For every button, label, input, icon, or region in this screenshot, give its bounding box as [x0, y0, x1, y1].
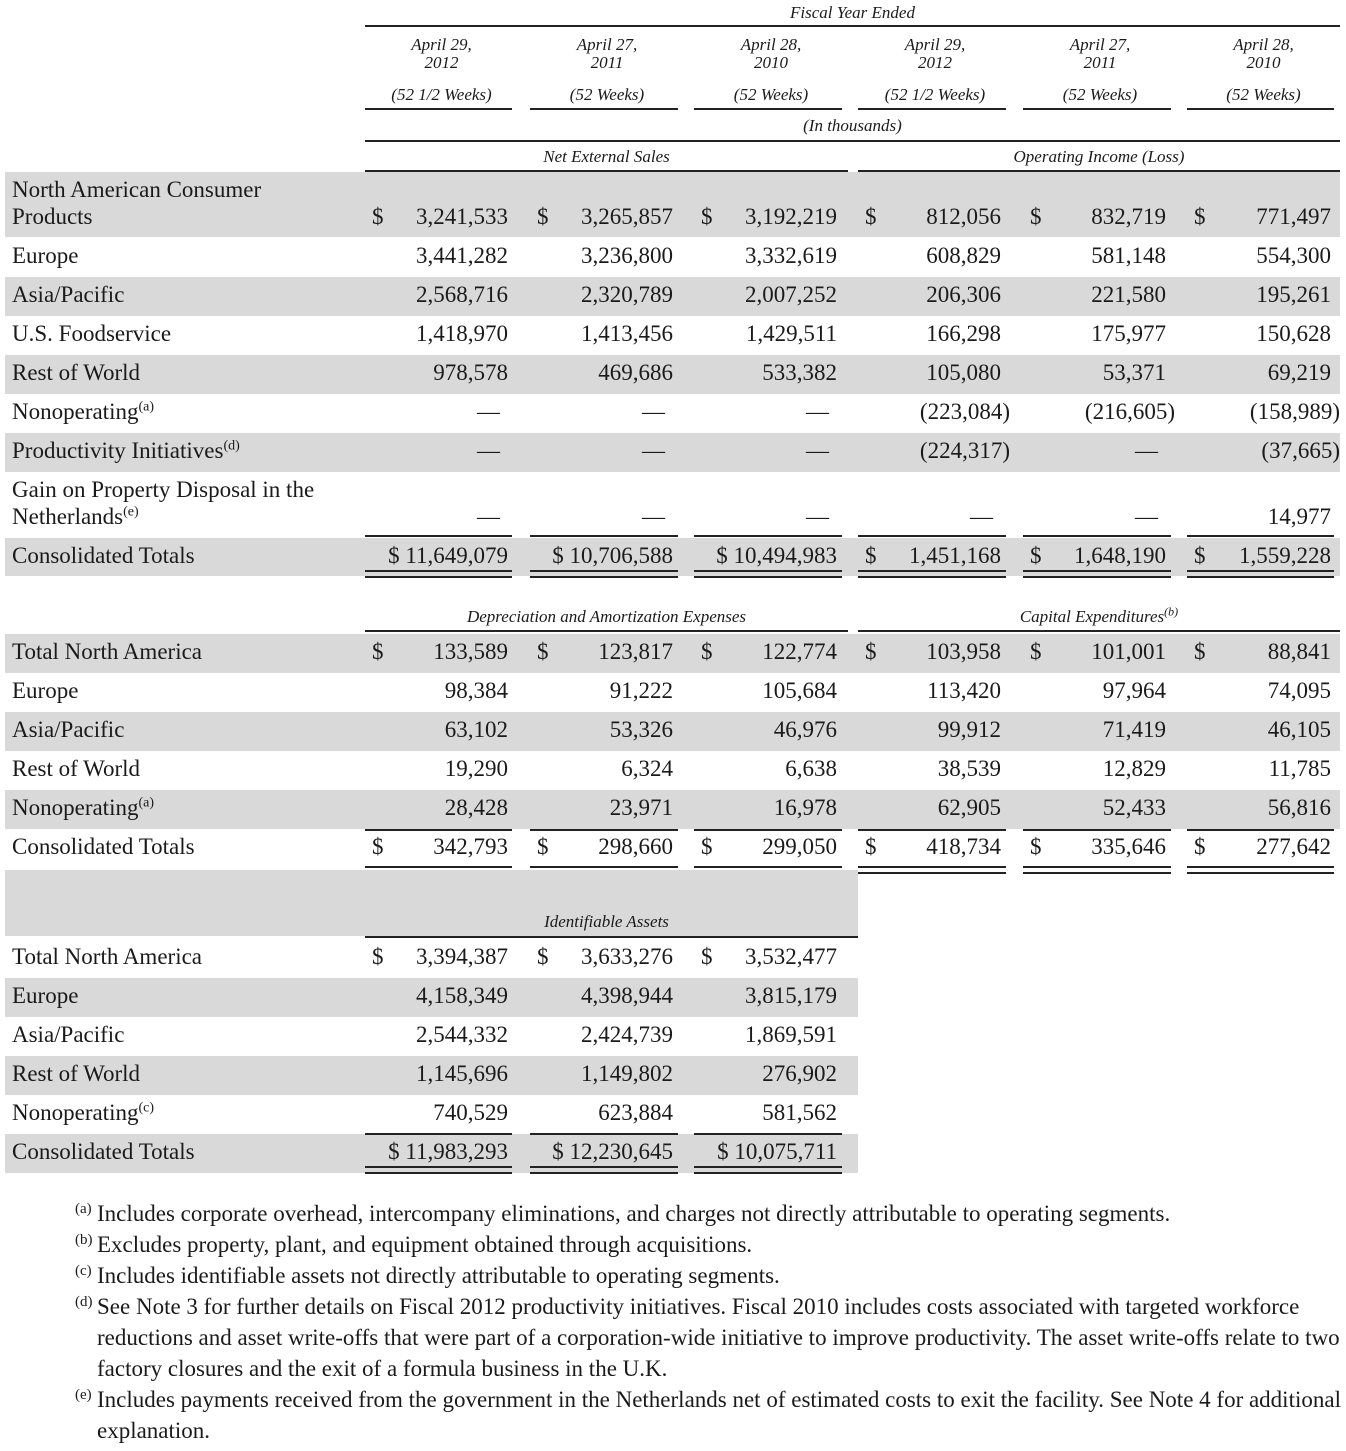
row-label-text: Netherlands: [12, 504, 124, 529]
footnote: [75, 1229, 1343, 1260]
table-cell: 2,320,789: [581, 282, 673, 307]
consolidated-totals-label: Consolidated Totals: [12, 1139, 195, 1164]
double-underline: [365, 570, 512, 578]
dollar-sign: $: [1194, 543, 1206, 568]
table-cell: 3,815,179: [745, 983, 837, 1008]
table-cell: 978,578: [433, 360, 508, 385]
table-cell: 2,424,739: [581, 1022, 673, 1047]
dollar-sign: $: [1030, 834, 1042, 859]
footnote-mark: (a): [75, 1201, 92, 1217]
dollar-sign: $: [1194, 639, 1206, 664]
footnote-text: Includes identifiable assets not directly attributable to operating segments.: [97, 1263, 780, 1288]
table-cell: 46,976: [773, 717, 837, 742]
row-label: [12, 359, 140, 387]
footnote-mark: (c): [75, 1263, 92, 1279]
row-label: [12, 982, 78, 1010]
subtotal-line: [694, 829, 842, 831]
double-underline: [1187, 866, 1334, 874]
table-cell: 206,306: [926, 282, 1001, 307]
fiscal-year-ended-heading: Fiscal Year Ended: [790, 3, 915, 22]
subtotal-line: [365, 535, 512, 537]
row-label-line1: Gain on Property Disposal in the: [12, 477, 315, 502]
column-weeks: (52 1/2 Weeks): [391, 85, 492, 104]
capital-expenditures-title: [858, 604, 1340, 626]
subtotal-line: [694, 535, 842, 537]
divider: [365, 140, 1340, 142]
table-cell: 98,384: [444, 678, 508, 703]
table-cell: 12,829: [1102, 756, 1166, 781]
subtotal-line: [530, 535, 678, 537]
column-weeks: (52 Weeks): [569, 85, 645, 104]
footnote-marker: (e): [123, 504, 139, 520]
double-underline: [694, 1166, 842, 1174]
double-underline: [1023, 866, 1171, 874]
consolidated-totals-label: Consolidated Totals: [12, 834, 195, 859]
double-underline: [1187, 570, 1334, 578]
footnote-marker: (a): [138, 795, 155, 811]
table-cell: 1,145,696: [416, 1061, 508, 1086]
dollar-sign: $: [372, 639, 384, 664]
column-weeks: (52 Weeks): [1226, 85, 1301, 104]
table-cell: —: [642, 504, 665, 529]
row-label-text: Products: [12, 204, 93, 229]
table-cell: —: [806, 438, 829, 463]
table-cell: 2,568,716: [416, 282, 508, 307]
column-date-line1: April 28,: [740, 35, 802, 54]
column-date-line1: April 29,: [411, 35, 472, 54]
footnote-text: Includes corporate overhead, intercompany eliminations, and charges not directly attributable to operating segments.: [97, 1201, 1171, 1226]
table-cell: 3,441,282: [416, 243, 508, 268]
table-cell: 88,841: [1267, 639, 1331, 664]
dollar-sign: $: [865, 543, 877, 568]
column-date-line1: April 29,: [904, 35, 966, 54]
dollar-sign: $: [372, 204, 384, 229]
table-cell: 16,978: [773, 795, 837, 820]
table-cell: 38,539: [937, 756, 1001, 781]
table-cell: (158,989): [1249, 399, 1340, 424]
identifiable-assets-title: Identifiable Assets: [544, 912, 669, 931]
dollar-sign: $: [1194, 834, 1206, 859]
total-cell: $ 11,649,079: [388, 543, 508, 568]
table-cell: 101,001: [1091, 639, 1166, 664]
table-cell: 4,398,944: [581, 983, 673, 1008]
column-date-line2: 2012: [918, 53, 952, 72]
table-cell: 175,977: [1091, 321, 1166, 346]
row-label-text: Asia/Pacific: [12, 282, 125, 307]
total-cell: 418,734: [926, 834, 1001, 859]
table-cell: (224,317): [919, 438, 1010, 463]
table-cell: (216,605): [1084, 399, 1175, 424]
footnote: [75, 1198, 1343, 1229]
table-cell: 19,290: [444, 756, 508, 781]
column-underline: [858, 108, 1006, 110]
total-cell: 298,660: [598, 834, 673, 859]
column-underline: [365, 108, 512, 110]
dollar-sign: $: [1194, 204, 1206, 229]
row-label: [12, 716, 124, 744]
row-label-text: U.S. Foodservice: [12, 321, 172, 346]
column-date-line2: 2010: [754, 53, 788, 72]
divider: [365, 936, 858, 938]
dollar-sign: $: [865, 204, 877, 229]
dollar-sign: $: [865, 834, 877, 859]
table-cell: 11,785: [1268, 756, 1331, 781]
table-cell: —: [477, 438, 500, 463]
column-underline: [1187, 108, 1334, 110]
row-label-text: Productivity Initiatives: [12, 438, 224, 463]
row-label-line2: [12, 203, 93, 231]
subtotal-line: [1023, 829, 1171, 831]
table-cell: 832,719: [1091, 204, 1166, 229]
total-cell: 1,559,228: [1239, 543, 1331, 568]
row-label-line2: [12, 503, 139, 531]
row-label-text: Total North America: [12, 944, 202, 969]
table-cell: 2,007,252: [745, 282, 837, 307]
table-cell: 623,884: [598, 1100, 673, 1125]
row-label: [12, 794, 154, 822]
table-cell: 23,971: [609, 795, 673, 820]
dollar-sign: $: [372, 834, 384, 859]
footnote-marker: (d): [223, 438, 240, 454]
table-cell: 4,158,349: [416, 983, 508, 1008]
divider: [365, 630, 848, 632]
dollar-sign: $: [537, 834, 549, 859]
table-cell: 812,056: [926, 204, 1001, 229]
total-cell: 277,642: [1256, 834, 1331, 859]
table-cell: 6,324: [621, 756, 673, 781]
column-underline: [1023, 108, 1171, 110]
row-label: [12, 1060, 140, 1088]
table-cell: 105,080: [926, 360, 1001, 385]
dollar-sign: $: [701, 639, 713, 664]
row-label: [12, 242, 78, 270]
row-label: [12, 1099, 154, 1127]
table-cell: 74,095: [1267, 678, 1331, 703]
table-cell: 28,428: [444, 795, 508, 820]
table-cell: 166,298: [926, 321, 1001, 346]
table-cell: 1,429,511: [745, 321, 837, 346]
table-cell: 123,817: [598, 639, 673, 664]
row-label: [12, 755, 140, 783]
table-cell: 581,148: [1091, 243, 1166, 268]
table-cell: 53,371: [1102, 360, 1166, 385]
table-cell: 3,332,619: [745, 243, 837, 268]
column-date-line2: 2011: [590, 53, 624, 72]
dollar-sign: $: [701, 834, 713, 859]
net-external-sales-title: Net External Sales: [543, 147, 670, 166]
table-cell: 3,532,477: [745, 944, 837, 969]
double-underline: [858, 866, 1006, 874]
divider: [858, 630, 1340, 632]
table-cell: 56,816: [1267, 795, 1331, 820]
row-label-text: Asia/Pacific: [12, 1022, 125, 1047]
footnote-mark: (b): [75, 1232, 93, 1248]
total-cell: $ 10,494,983: [716, 543, 837, 568]
row-label-text: Rest of World: [12, 756, 141, 781]
table-cell: 3,236,800: [581, 243, 673, 268]
double-underline: [530, 1166, 678, 1174]
footnote-marker: (b): [1164, 604, 1179, 619]
column-date-line2: 2010: [1246, 53, 1281, 72]
total-cell: $ 10,706,588: [552, 543, 673, 568]
table-cell: 53,326: [609, 717, 673, 742]
total-cell: $ 11,983,293: [388, 1139, 508, 1164]
total-cell: 1,648,190: [1074, 543, 1166, 568]
table-cell: 122,774: [762, 639, 837, 664]
row-label: [12, 677, 78, 705]
column-underline: [530, 108, 678, 110]
row-label-line1: North American Consumer: [12, 177, 262, 202]
table-cell: —: [1135, 504, 1158, 529]
table-cell: 97,964: [1102, 678, 1166, 703]
footnote-marker: (c): [138, 1100, 155, 1116]
dollar-sign: $: [537, 944, 549, 969]
table-cell: 221,580: [1091, 282, 1166, 307]
table-cell: 133,589: [433, 639, 508, 664]
table-cell: 105,684: [762, 678, 837, 703]
row-label: [12, 320, 171, 348]
table-cell: 1,149,802: [581, 1061, 673, 1086]
table-cell: 69,219: [1267, 360, 1331, 385]
table-cell: 91,222: [609, 678, 673, 703]
table-cell: (37,665): [1261, 438, 1340, 463]
row-label: [12, 1021, 124, 1049]
table-cell: 3,192,219: [745, 204, 837, 229]
table-cell: 113,420: [927, 678, 1001, 703]
row-label: [12, 638, 202, 666]
dollar-sign: $: [701, 204, 713, 229]
double-underline: [858, 570, 1006, 578]
double-underline: [694, 570, 842, 578]
table-cell: (223,084): [919, 399, 1010, 424]
dollar-sign: $: [865, 639, 877, 664]
row-label-text: Total North America: [12, 639, 202, 664]
table-cell: 276,902: [762, 1061, 837, 1086]
dollar-sign: $: [537, 639, 549, 664]
table-cell: 554,300: [1256, 243, 1331, 268]
table-cell: —: [806, 504, 829, 529]
table-cell: —: [477, 504, 500, 529]
column-weeks: (52 1/2 Weeks): [884, 85, 986, 104]
table-cell: 103,958: [926, 639, 1001, 664]
table-cell: 6,638: [785, 756, 837, 781]
table-cell: 1,869,591: [745, 1022, 837, 1047]
table-cell: 771,497: [1256, 204, 1331, 229]
table-cell: 71,419: [1102, 717, 1166, 742]
depreciation-title: Depreciation and Amortization Expenses: [466, 607, 747, 626]
table-cell: 62,905: [937, 795, 1001, 820]
subtotal-line: [858, 829, 1006, 831]
column-date-line2: 2012: [424, 53, 459, 72]
subtotal-line: [858, 535, 1006, 537]
total-cell: 1,451,168: [909, 543, 1001, 568]
row-label: [12, 398, 154, 426]
footnote-text: Includes payments received from the government in the Netherlands net of estimated costs to exit the facility. See Note 4 for additional explanation.: [97, 1387, 1341, 1443]
column-date-line1: April 27,: [576, 35, 638, 54]
table-cell: 2,544,332: [416, 1022, 508, 1047]
table-cell: —: [642, 438, 665, 463]
row-label-text: Nonoperating: [12, 399, 139, 424]
table-cell: 99,912: [937, 717, 1001, 742]
dollar-sign: $: [701, 944, 713, 969]
title-text: Capital Expenditures: [1019, 607, 1165, 626]
total-cell: $ 10,075,711: [717, 1139, 837, 1164]
column-weeks: (52 Weeks): [733, 85, 809, 104]
table-cell: 3,394,387: [416, 944, 508, 969]
row-label-text: Rest of World: [12, 1061, 141, 1086]
double-underline: [530, 570, 678, 578]
dollar-sign: $: [1030, 204, 1042, 229]
column-date-line1: April 28,: [1233, 35, 1294, 54]
table-cell: 63,102: [444, 717, 508, 742]
total-cell: 335,646: [1091, 834, 1166, 859]
table-cell: 14,977: [1267, 504, 1331, 529]
row-label-text: Nonoperating: [12, 795, 139, 820]
table-cell: 150,628: [1256, 321, 1331, 346]
footnote: [75, 1260, 1343, 1291]
table-cell: 3,633,276: [581, 944, 673, 969]
row-label-text: Europe: [12, 983, 79, 1008]
consolidated-totals-label: Consolidated Totals: [12, 543, 195, 568]
subtotal-line: [694, 1133, 842, 1135]
column-date-line1: April 27,: [1069, 35, 1131, 54]
table-cell: 1,413,456: [581, 321, 673, 346]
divider: [365, 25, 1340, 27]
column-underline: [694, 108, 842, 110]
table-cell: 3,241,533: [416, 204, 508, 229]
row-label-text: Nonoperating: [12, 1100, 139, 1125]
subtotal-line: [365, 1133, 512, 1135]
in-thousands-label: (In thousands): [803, 116, 902, 135]
row-label: [12, 281, 124, 309]
subtotal-line: [365, 829, 512, 831]
table-cell: 740,529: [433, 1100, 508, 1125]
total-cell: 299,050: [762, 834, 837, 859]
dollar-sign: $: [372, 944, 384, 969]
footnote-mark: (d): [75, 1294, 93, 1310]
row-label-text: Europe: [12, 678, 79, 703]
subtotal-line: [530, 829, 678, 831]
column-weeks: (52 Weeks): [1062, 85, 1138, 104]
table-cell: 608,829: [926, 243, 1001, 268]
subtotal-line: [1187, 829, 1334, 831]
footnote: [75, 1291, 1343, 1381]
row-label-text: Europe: [12, 243, 79, 268]
table-cell: 1,418,970: [416, 321, 508, 346]
total-cell: 342,793: [433, 834, 508, 859]
table-cell: —: [477, 399, 500, 424]
dollar-sign: $: [537, 204, 549, 229]
footnote-text: See Note 3 for further details on Fiscal 2012 productivity initiatives. Fiscal 2010 includes costs associated with targeted workforce reductions and asset write-offs that were part of a corporation-wide initiative to improve productivity. The asset write-offs relate to two factory closures and the exit of a formula business in the U.K.: [97, 1294, 1340, 1381]
operating-income-title: Operating Income (Loss): [1013, 147, 1185, 166]
row-label: [12, 437, 240, 465]
column-date-line2: 2011: [1083, 53, 1117, 72]
row-label: [12, 943, 202, 971]
double-underline: [365, 1166, 512, 1174]
subtotal-line: [1187, 535, 1334, 537]
footnote-text: Excludes property, plant, and equipment obtained through acquisitions.: [97, 1232, 753, 1257]
row-label-text: Rest of World: [12, 360, 141, 385]
subtotal-line: [530, 1133, 678, 1135]
table-cell: 195,261: [1256, 282, 1331, 307]
table-cell: 46,105: [1267, 717, 1331, 742]
table-cell: —: [642, 399, 665, 424]
table-cell: —: [970, 504, 993, 529]
subtotal-line: [1023, 535, 1171, 537]
double-underline: [1023, 570, 1171, 578]
table-cell: 581,562: [762, 1100, 837, 1125]
row-label-text: Asia/Pacific: [12, 717, 125, 742]
table-cell: 533,382: [762, 360, 837, 385]
dollar-sign: $: [1030, 639, 1042, 664]
footnote-marker: (a): [138, 399, 155, 415]
total-cell: $ 12,230,645: [552, 1139, 673, 1164]
footnote-mark: (e): [75, 1387, 92, 1403]
table-cell: —: [806, 399, 829, 424]
table-cell: 469,686: [598, 360, 673, 385]
table-cell: 3,265,857: [581, 204, 673, 229]
footnote: [75, 1384, 1343, 1443]
dollar-sign: $: [1030, 543, 1042, 568]
table-cell: 52,433: [1102, 795, 1166, 820]
table-cell: —: [1135, 438, 1158, 463]
